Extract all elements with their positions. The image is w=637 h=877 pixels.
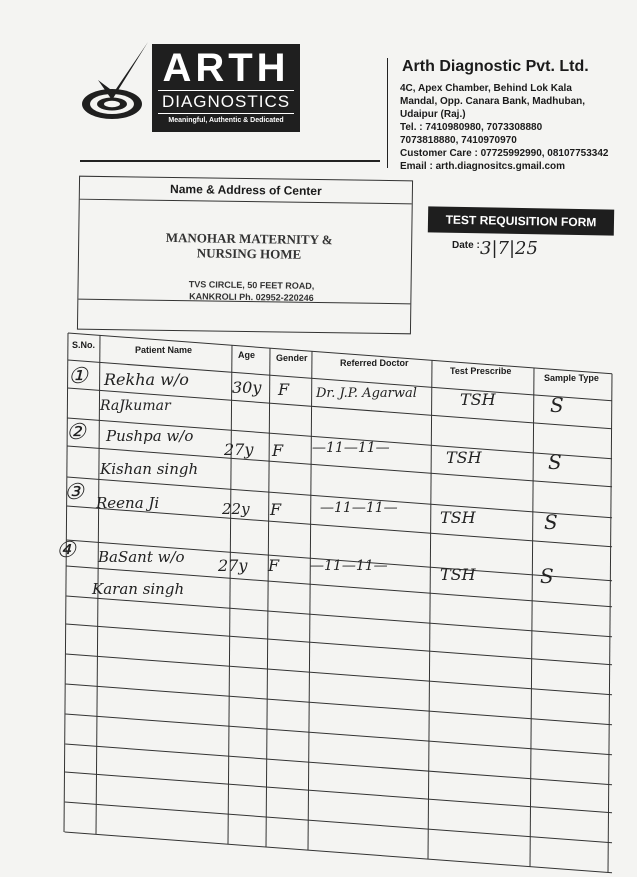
table-col-line: [64, 333, 68, 832]
header-age: Age: [238, 350, 256, 360]
header-sample-type: Sample Type: [544, 373, 599, 383]
center-addr-line: KANKROLI Ph. 02952-220246: [189, 291, 314, 303]
tel-line: 7073818880, 7410970970: [400, 135, 517, 146]
table-row-line: [66, 654, 612, 695]
row2-name: Pushpa w/o: [106, 427, 194, 445]
form-title: TEST REQUISITION FORM: [428, 206, 614, 235]
customer-care: Customer Care : 07725992990, 08107753342: [400, 148, 609, 159]
row3-gender: F: [270, 500, 282, 519]
row2-name-cont: Kishan singh: [100, 460, 199, 478]
center-name-line: MANOHAR MATERNITY &: [165, 229, 333, 248]
row3-age: 22y: [222, 500, 250, 518]
row1-age: 30y: [232, 378, 262, 397]
date-label: Date :: [452, 240, 480, 251]
row2-gender: F: [272, 441, 284, 460]
logo-brand: ARTH: [162, 46, 290, 90]
table-row-line: [66, 596, 612, 637]
table-row-line: [65, 744, 612, 785]
table-col-line: [228, 345, 232, 844]
row3-name: Reena Ji: [96, 494, 160, 512]
address-line: Mandal, Opp. Canara Bank, Madhuban,: [400, 96, 586, 107]
row2-test: TSH: [446, 448, 482, 467]
logo-sub: DIAGNOSTICS: [158, 90, 294, 114]
row3-sample: S: [544, 510, 558, 534]
table-col-line: [608, 374, 612, 873]
row1-sample: S: [550, 393, 564, 417]
logo-tagline: Meaningful, Authentic & Dedicated: [168, 117, 284, 124]
table-col-line: [266, 348, 270, 847]
table-col-line: [530, 368, 534, 867]
address-line: Udaipur (Raj.): [400, 109, 466, 120]
row4-name-cont: Karan singh: [92, 580, 185, 598]
row3-sno: ③: [64, 480, 84, 505]
row1-doctor: Dr. J.P. Agarwal: [316, 386, 417, 401]
row2-sample: S: [548, 450, 562, 474]
row2-sno: ②: [66, 420, 86, 445]
row3-test: TSH: [440, 508, 476, 527]
row4-sno: ④: [56, 538, 76, 563]
header-gender: Gender: [276, 353, 308, 363]
row3-doctor: —11—11—: [320, 500, 398, 516]
row4-doctor: —11—11—: [310, 558, 388, 574]
tel-line: Tel. : 7410980980, 7073308880: [400, 122, 543, 133]
header-referred-doctor: Referred Doctor: [340, 358, 409, 368]
address-line: 4C, Apex Chamber, Behind Lok Kala: [400, 83, 572, 94]
row4-age: 27y: [218, 556, 248, 575]
header-test-prescribe: Test Prescribe: [450, 366, 512, 376]
header-patient-name: Patient Name: [135, 345, 193, 355]
center-heading: Name & Address of Center: [80, 177, 412, 205]
table-col-line: [428, 360, 432, 859]
date-value: 3|7|25: [480, 238, 538, 259]
row1-test: TSH: [460, 390, 496, 409]
row1-name: Rekha w/o: [104, 370, 189, 389]
table-row-line: [65, 714, 612, 755]
row1-gender: F: [278, 380, 290, 399]
row4-sample: S: [540, 564, 554, 588]
table-row-line: [66, 624, 612, 665]
row4-test: TSH: [440, 565, 476, 584]
company-name: Arth Diagnostic Pvt. Ltd.: [402, 58, 589, 75]
header-sno: S.No.: [72, 340, 96, 350]
center-name-line: NURSING HOME: [196, 245, 302, 262]
row2-age: 27y: [224, 440, 254, 459]
table-row-line: [66, 684, 612, 725]
table-row-line: [65, 772, 612, 813]
email: Email : arth.diagnositcs.gmail.com: [400, 161, 566, 172]
row4-name: BaSant w/o: [98, 548, 185, 566]
row4-gender: F: [268, 556, 280, 575]
row1-sno: ①: [68, 364, 88, 389]
table-col-line: [308, 351, 312, 850]
row1-name-cont: RaJkumar: [100, 398, 171, 414]
row2-doctor: —11—11—: [312, 440, 390, 456]
center-addr-line: TVS CIRCLE, 50 FEET ROAD,: [188, 279, 315, 291]
